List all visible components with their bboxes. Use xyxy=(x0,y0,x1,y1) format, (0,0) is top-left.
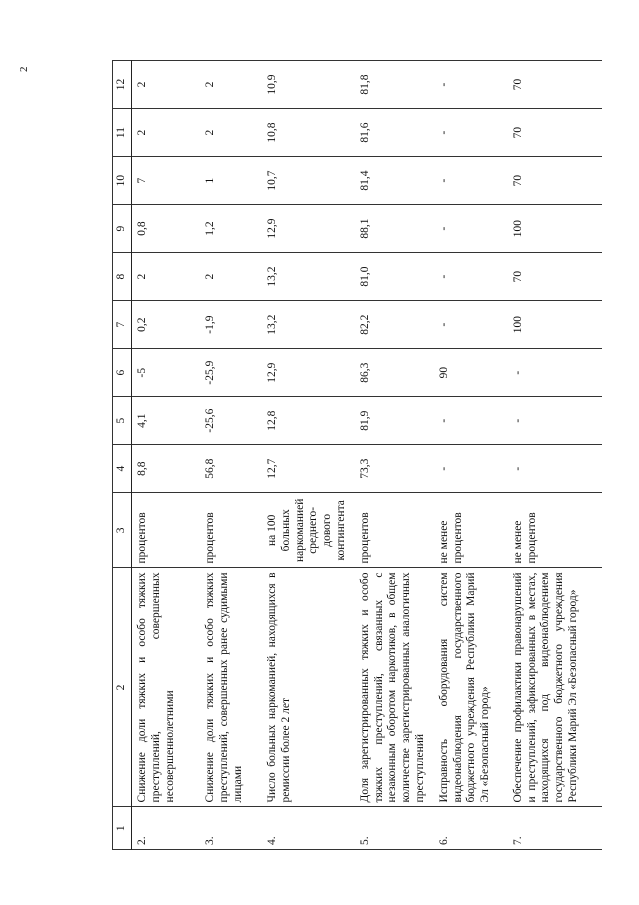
value-cell: 70 xyxy=(508,61,602,109)
value-cell: -1,9 xyxy=(200,301,262,349)
table-row xyxy=(200,61,262,850)
value-cell: - xyxy=(508,349,602,397)
value-cell: 2 xyxy=(132,61,201,109)
value-cell: 56,8 xyxy=(200,445,262,493)
value-cell: 2 xyxy=(200,253,262,301)
header-cell: 5 xyxy=(113,397,132,445)
value-cell: 10,8 xyxy=(262,109,355,157)
value-cell: - xyxy=(434,445,508,493)
value-cell: 2 xyxy=(200,109,262,157)
table-row xyxy=(132,61,201,850)
header-cell: 6 xyxy=(113,349,132,397)
value-cell: - xyxy=(434,157,508,205)
header-cell: 9 xyxy=(113,205,132,253)
value-cell: - xyxy=(434,205,508,253)
header-cell: 1 xyxy=(113,807,132,850)
value-cell: 73,3 xyxy=(355,445,434,493)
value-cell: 81,0 xyxy=(355,253,434,301)
value-cell: 4,1 xyxy=(132,397,201,445)
value-cell: 1 xyxy=(200,157,262,205)
value-cell: 90 xyxy=(434,349,508,397)
indicator-name: Число больных наркоманией, находящихся в ремиссии более 2 лет xyxy=(262,568,355,807)
table-row xyxy=(508,61,602,850)
value-cell: 12,8 xyxy=(262,397,355,445)
unit-cell: процентов xyxy=(200,493,262,568)
header-cell: 10 xyxy=(113,157,132,205)
header-cell: 8 xyxy=(113,253,132,301)
value-cell: - xyxy=(434,301,508,349)
value-cell: 81,8 xyxy=(355,61,434,109)
value-cell: 2 xyxy=(200,61,262,109)
value-cell: 70 xyxy=(508,157,602,205)
value-cell: 7 xyxy=(132,157,201,205)
value-cell: 13,2 xyxy=(262,253,355,301)
value-cell: 70 xyxy=(508,253,602,301)
value-cell: - xyxy=(434,397,508,445)
value-cell: 1,2 xyxy=(200,205,262,253)
value-cell: 13,2 xyxy=(262,301,355,349)
unit-cell: не менее процентов xyxy=(434,493,508,568)
value-cell: 12,9 xyxy=(262,349,355,397)
unit-cell: не менее процентов xyxy=(508,493,602,568)
value-cell: 0,8 xyxy=(132,205,201,253)
value-cell: 81,4 xyxy=(355,157,434,205)
header-cell: 3 xyxy=(113,493,132,568)
value-cell: 8,8 xyxy=(132,445,201,493)
value-cell: 2 xyxy=(132,109,201,157)
indicator-name: Снижение доли тяжких и особо тяжких преступлений, совершенных ранее судимыми лицами xyxy=(200,568,262,807)
unit-cell: процентов xyxy=(355,493,434,568)
row-number: 6. xyxy=(434,807,508,850)
value-cell: 86,3 xyxy=(355,349,434,397)
table-row xyxy=(262,61,355,850)
value-cell: 81,6 xyxy=(355,109,434,157)
table-row xyxy=(355,61,434,850)
value-cell: 12,7 xyxy=(262,445,355,493)
row-number: 4. xyxy=(262,807,355,850)
value-cell: - xyxy=(434,61,508,109)
header-row xyxy=(113,61,132,850)
indicator-name: Обеспечение профилактики правонарушений и преступлений, зафиксированных в местах, находящихся под видеонаблюдением государственного бюджетного учреждения Республики Марий Эл «Безопасный город» xyxy=(508,568,602,807)
row-number: 3. xyxy=(200,807,262,850)
row-number: 5. xyxy=(355,807,434,850)
value-cell: 10,7 xyxy=(262,157,355,205)
table-row xyxy=(434,61,508,850)
value-cell: 100 xyxy=(508,205,602,253)
value-cell: 82,2 xyxy=(355,301,434,349)
value-cell: - xyxy=(434,253,508,301)
header-cell: 12 xyxy=(113,61,132,109)
value-cell: 12,9 xyxy=(262,205,355,253)
header-cell: 4 xyxy=(113,445,132,493)
value-cell: 10,9 xyxy=(262,61,355,109)
value-cell: 0,2 xyxy=(132,301,201,349)
value-cell: 88,1 xyxy=(355,205,434,253)
value-cell: -25,6 xyxy=(200,397,262,445)
value-cell: - xyxy=(508,445,602,493)
unit-cell: процентов xyxy=(132,493,201,568)
value-cell: 70 xyxy=(508,109,602,157)
indicator-name: Исправность оборудования систем видеонаблюдения государственного бюджетного учреждения Республики Марий Эл «Безопасный город» xyxy=(434,568,508,807)
indicator-name: Доля зарегистрированных тяжких и особо тяжких преступлений, связанных с незаконным оборотом наркотиков, в общем количестве зарегистрированных аналогичных преступлений xyxy=(355,568,434,807)
unit-cell: на 100 больных наркоманией среднего-дового контингента xyxy=(262,493,355,568)
header-cell: 11 xyxy=(113,109,132,157)
header-cell: 7 xyxy=(113,301,132,349)
row-number: 7. xyxy=(508,807,602,850)
value-cell: - xyxy=(434,109,508,157)
row-number: 2. xyxy=(132,807,201,850)
value-cell: -5 xyxy=(132,349,201,397)
value-cell: 100 xyxy=(508,301,602,349)
header-cell: 2 xyxy=(113,568,132,807)
value-cell: 2 xyxy=(132,253,201,301)
indicator-name: Снижение доли тяжких и особо тяжких преступлений, совершенных несовершеннолетними xyxy=(132,568,201,807)
indicators-table xyxy=(112,60,602,850)
value-cell: 81,9 xyxy=(355,397,434,445)
value-cell: - xyxy=(508,397,602,445)
indicators-table-sheet xyxy=(112,60,627,850)
page-number: 2 xyxy=(18,66,30,72)
value-cell: -25,9 xyxy=(200,349,262,397)
